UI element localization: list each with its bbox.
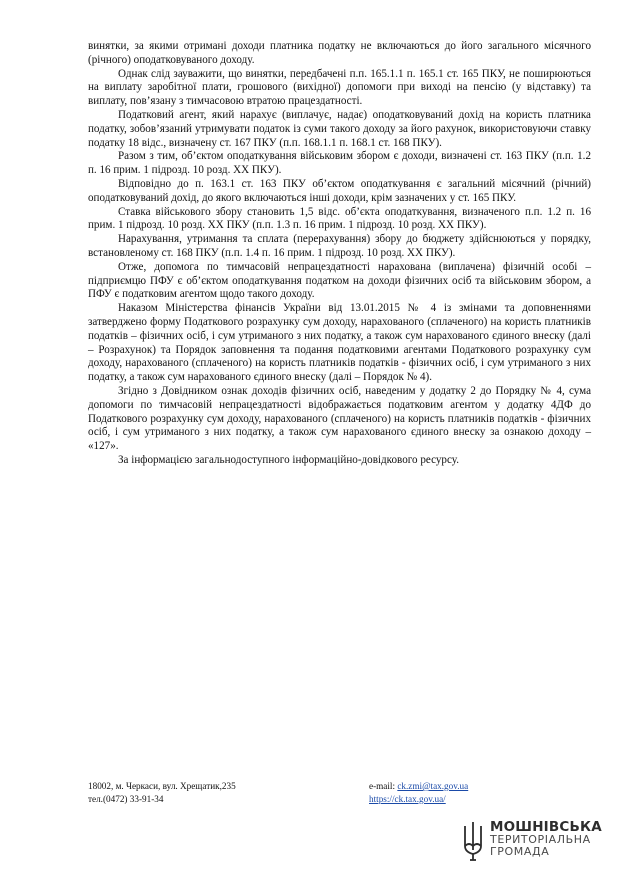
logo-text — [490, 820, 602, 858]
footer-website-line — [369, 793, 569, 806]
paragraph-3: Податковий агент, який нарахує (виплачує, надає) оподатковуваний дохід на користь платника податку, зобов’язаний утримувати податок із суми такого доходу за його рахунок, використовуючи ставку податку 18 відс., визначену ст. 167 ПКУ (п.п. 168.1.1 п. 168.1 ст. 168 ПКУ). — [88, 108, 591, 149]
paragraph-4: Разом з тим, об’єктом оподаткування військовим збором є доходи, визначені ст. 163 ПКУ (п.п. 1.2 п. 16 прим. 1 підрозд. 10 розд. ХХ ПКУ). — [88, 150, 591, 177]
footer-phone: тел.(0472) 33-91-34 — [88, 794, 164, 804]
trident-icon — [462, 820, 484, 864]
footer-website-link[interactable]: https://ck.tax.gov.ua/ — [369, 794, 446, 804]
paragraph-6: Ставка військового збору становить 1,5 відс. об’єкта оподаткування, визначеного п.п. 1.2 п. 16 прим. 1 підрозд. 10 розд. ХХ ПКУ (п.п. 1.3 п. 16 прим. 1 підрозд. 10 розд. ХХ ПКУ). — [88, 205, 591, 232]
paragraph-9: Наказом Міністерства фінансів України від 13.01.2015 № 4 із змінами та доповненнями затверджено форму Податкового розрахунку сум доходу, нарахованого (сплаченого) на користь платників податків – фізичних осіб, і сум утриманого з них податку, а також сум нарахованого єдиного внеску (далі – Розрахунок) та Порядок заповнення та подання податковими агентами Податкового розрахунку сум доходу, нарахованого (сплаченого) на користь платників податків - фізичних осіб, і сум утриманого з них податку, а також сум нарахованого єдиного внеску (далі – Порядок № 4). — [88, 302, 591, 384]
footer-address: 18002, м. Черкаси, вул. Хрещатик,235 — [88, 781, 236, 791]
footer-email-line — [369, 780, 569, 793]
footer-online — [369, 780, 569, 806]
paragraph-10: Згідно з Довідником ознак доходів фізичних осіб, наведеним у додатку 2 до Порядку № 4, сума допомоги по тимчасовій непрацездатності відображається податковим агентом у додатку 4ДФ до Податкового розрахунку сум доходу, нарахованого (сплаченого) на користь платників податків - фізичних осіб, і сум утриманого з них податку, а також сум нарахованого єдиного внеску за ознакою доходу – «127». — [88, 384, 591, 453]
community-logo — [462, 818, 612, 870]
paragraph-2: Однак слід зауважити, що винятки, передбачені п.п. 165.1.1 п. 165.1 ст. 165 ПКУ, не поширюються на виплату заробітної плати, грошового (вихідної) допомоги при виході на пенсію (у відставку) та виплату, пов’язану з тимчасовою втратою працездатності. — [88, 67, 591, 108]
paragraph-1: винятки, за якими отримані доходи платника податку не включаються до його загального місячного (річного) оподатковуваного доходу. — [88, 40, 591, 66]
paragraph-8: Отже, допомога по тимчасовій непрацездатності нарахована (виплачена) фізичній особі – підприємцю ПФУ є об’єктом оподаткування податком на доходи фізичних осіб та військовим збором, а ПФУ є податковим агентом щодо такого доходу. — [88, 260, 591, 301]
paragraph-11: За інформацією загальнодоступного інформаційно-довідкового ресурсу. — [118, 453, 459, 466]
logo-line-1: МОШНІВСЬКА — [490, 819, 602, 835]
document-body — [88, 40, 591, 468]
footer-email-link[interactable]: ck.zmi@tax.gov.ua — [397, 781, 469, 791]
footer-email-label: e-mail: — [369, 781, 398, 791]
logo-line-3: ГРОМАДА — [490, 845, 550, 858]
footer-contacts — [88, 780, 318, 806]
logo-line-2: ТЕРИТОРІАЛЬНА — [490, 833, 591, 846]
paragraph-5: Відповідно до п. 163.1 ст. 163 ПКУ об’єктом оподаткування є загальний місячний (річний) оподатковуваний дохід, до якого включаються інші доходи, крім зазначених у ст. 165 ПКУ. — [88, 177, 591, 204]
paragraph-7: Нарахування, утримання та сплата (перерахування) збору до бюджету здійснюються у порядку, встановленому ст. 168 ПКУ (п.п. 1.4 п. 16 прим. 1 підрозд. 10 розд. ХХ ПКУ). — [88, 233, 591, 259]
